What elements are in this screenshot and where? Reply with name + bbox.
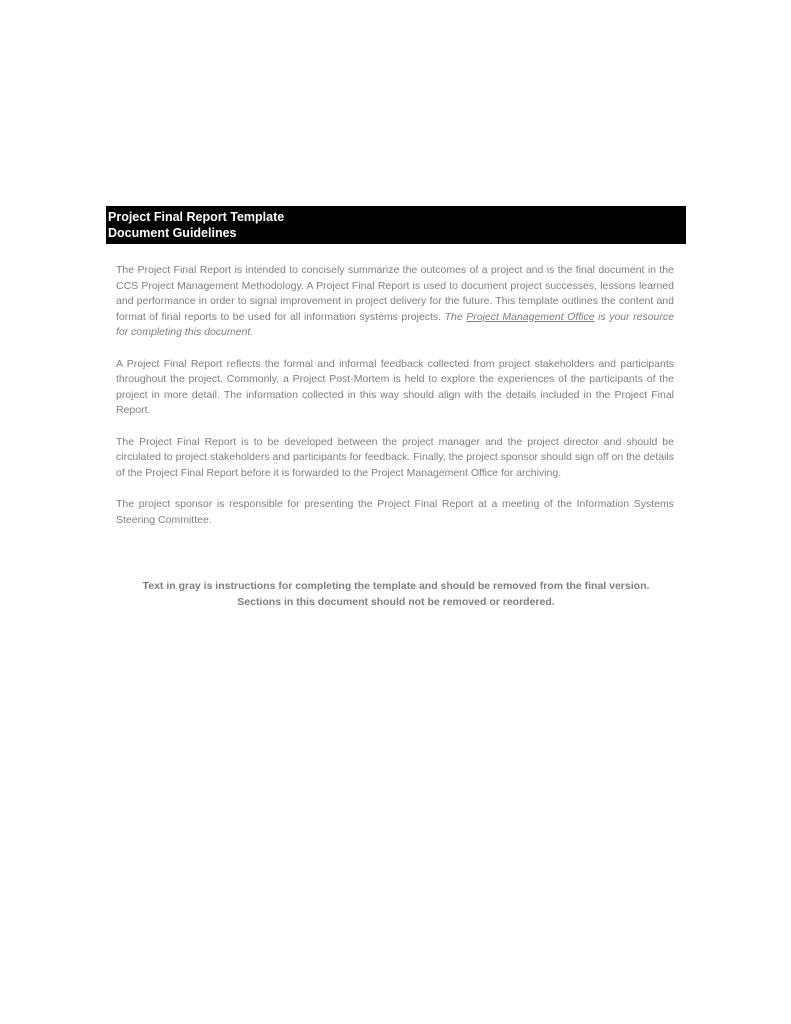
paragraph-development: The Project Final Report is to be developed between the project manager and the project director and should be circulated to project stakeholders and participants for feedback. Finally, the project sponsor should sign off on the details of the Project Final Report before it is forwarded to the Project Management Office for archiving.: [116, 435, 674, 479]
document-title: Project Final Report Template: [108, 210, 285, 224]
paragraph-intro: [116, 263, 674, 341]
guidelines-body: [116, 263, 674, 544]
paragraph-intro-italic-prefix: The: [444, 310, 467, 323]
paragraph-sponsor: The project sponsor is responsible for presenting the Project Final Report at a meeting of the Information Systems Steering Committee.: [116, 497, 674, 526]
instruction-note-line2: Sections in this document should not be removed or reordered.: [237, 596, 555, 608]
paragraph-intro-text: The Project Final Report is intended to concisely summarize the outcomes of a project and is the final document in the CCS Project Management Methodology. A Project Final Report is used to document project successes, lessons learned and performance in order to signal improvement in project delivery for the future. This template outlines the content and format of final reports to be used for all information systems projects.: [116, 264, 674, 323]
document-subtitle: Document Guidelines: [108, 226, 237, 240]
pmo-link[interactable]: Project Management Office: [466, 310, 595, 323]
paragraph-intro-italic-suffix: is your resource for completing this document.: [116, 310, 674, 339]
document-header-bar: [106, 206, 686, 244]
paragraph-feedback: A Project Final Report reflects the formal and informal feedback collected from project stakeholders and participants throughout the project. Commonly, a Project Post-Mortem is held to explore the experiences of the participants of the project in more detail. The information collected in this way should align with the details included in the Project Final Report.: [116, 357, 674, 417]
instruction-note: [106, 578, 686, 610]
instruction-note-line1: Text in gray is instructions for completing the template and should be removed from the final version.: [142, 580, 650, 592]
